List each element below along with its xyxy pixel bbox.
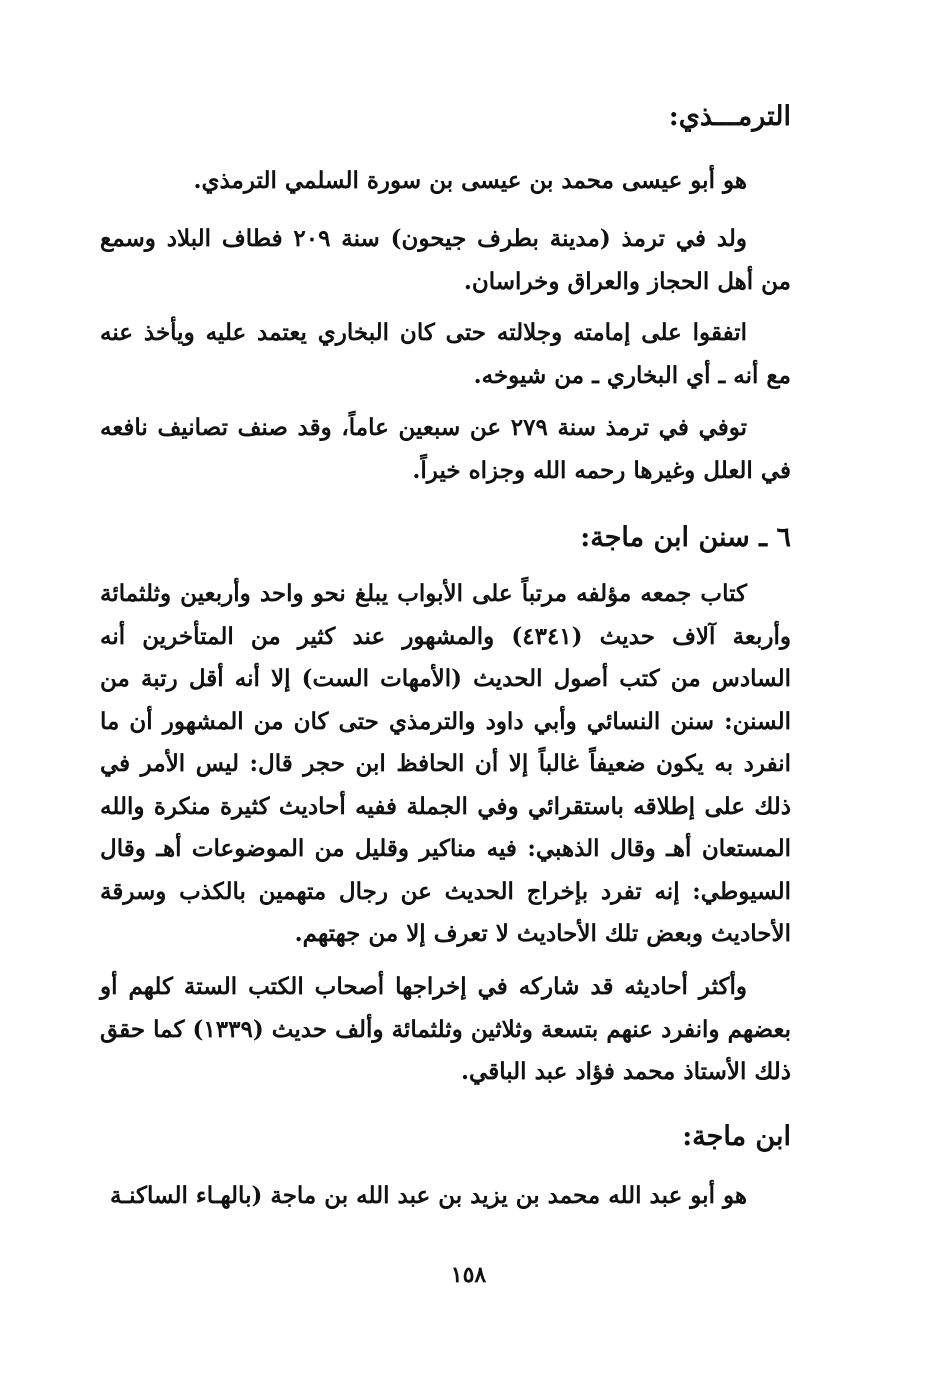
paragraph: هو أبو عيسى محمد بن عيسى بن سورة السلمي الترمذي. [193, 167, 747, 194]
paragraph: وأكثر أحاديثه قد شاركه في إخراجها أصحاب الكتب الستة كلهم أو بعضهم وانفرد عنهم بتسعة وثلاثين وثلثمائة وألف حديث (١٣٣٩) كما حقق ذلك الأستاذ محمد فؤاد عبد الباقي. [100, 973, 792, 1085]
paragraph: توفي في ترمذ سنة ٢٧٩ عن سبعين عاماً، وقد صنف تصانيف نافعه في العلل وغيرها رحمه الله وجزاه خيراً. [100, 414, 791, 484]
paragraph: اتفقوا على إمامته وجلالته حتى كان البخاري يعتمد عليه ويأخذ عنه مع أنه ـ أي البخاري ـ من شيوخه. [100, 319, 791, 389]
tirmidhi-bio-paragraph-1 [100, 160, 791, 203]
sunan-paragraph-1 [100, 573, 791, 956]
paragraph: ولد في ترمذ (مدينة بطرف جيحون) سنة ٢٠٩ فطاف البلاد وسمع من أهل الحجاز والعراق وخراسان. [100, 225, 791, 295]
ibn-majah-paragraph [100, 1175, 791, 1218]
tirmidhi-heading: الترمـــذي: [668, 101, 791, 132]
tirmidhi-bio-paragraph-3 [100, 312, 791, 397]
paragraph: هو أبو عبد الله محمد بن يزيد بن عبد الله بن ماجة (بالهـاء الساكنـة [110, 1182, 747, 1209]
page-number: ١٥٨ [450, 1262, 487, 1288]
sunan-ibn-majah-heading: ٦ ـ سنن ابن ماجة: [580, 522, 791, 553]
sunan-paragraph-2 [100, 966, 791, 1094]
tirmidhi-bio-paragraph-4 [100, 407, 791, 492]
paragraph: كتاب جمعه مؤلفه مرتباً على الأبواب يبلغ نحو واحد وأربعين وثلثمائة وأربعة آلاف حديث (٤٣٤١) والمشهور عند كثير من المتأخرين أنه السادس من كتب أصول الحديث (الأمهات الست) إلا أنه أقل رتبة من السنن: سنن النسائي وأبي داود والترمذي حتى كان من المشهور أن ما انفرد به يكون ضعيفاً غالباً إلا أن الحافظ ابن حجر قال: ليس الأمر في ذلك على إطلاقه باستقرائي وفي الجملة ففيه أحاديث كثيرة منكرة والله المستعان أهـ وقال الذهبي: فيه مناكير وقليل من الموضوعات أهـ وقال السيوطي: إنه تفرد بإخراج الحديث عن رجال متهمين بالكذب وسرقة الأحاديث وبعض تلك الأحاديث لا تعرف إلا من جهتهم. [100, 580, 791, 947]
ibn-majah-heading: ابن ماجة: [682, 1121, 791, 1152]
tirmidhi-bio-paragraph-2 [100, 218, 791, 303]
